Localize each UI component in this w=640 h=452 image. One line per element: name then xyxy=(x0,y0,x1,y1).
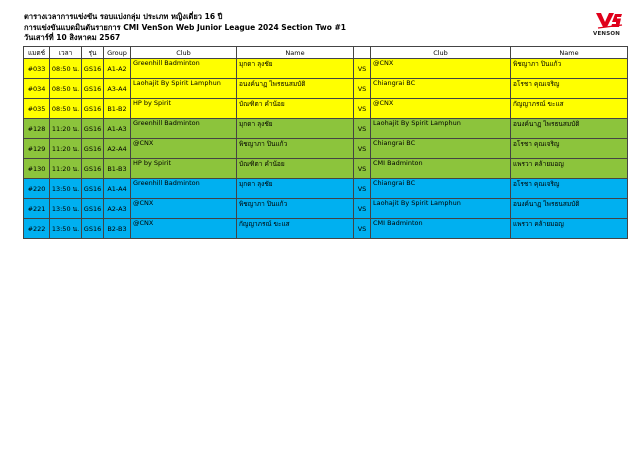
player-name-1: พิชญาภา ปินแก้ว xyxy=(237,139,354,159)
club-1: @CNX xyxy=(131,219,237,239)
match-class: GS16 xyxy=(82,159,104,179)
match-class: GS16 xyxy=(82,99,104,119)
table-row xyxy=(24,99,628,119)
col-header-name-1: Name xyxy=(237,47,354,59)
col-header-vs xyxy=(354,47,371,59)
club-1: Greenhill Badminton xyxy=(131,179,237,199)
match-group: B2-B3 xyxy=(104,219,131,239)
col-header-match: แมตช์ xyxy=(24,47,50,59)
club-2: Chiangrai BC xyxy=(371,79,511,99)
match-time: 11:20 น. xyxy=(50,119,82,139)
club-2: Chiangrai BC xyxy=(371,179,511,199)
vs-label: VS xyxy=(354,119,371,139)
match-time: 11:20 น. xyxy=(50,159,82,179)
player-name-2: อโรชา คุณเจริญ xyxy=(511,179,628,199)
vs-label: VS xyxy=(354,179,371,199)
club-1: Greenhill Badminton xyxy=(131,59,237,79)
match-number: #129 xyxy=(24,139,50,159)
player-name-1: มุกดา ลุงชัย xyxy=(237,119,354,139)
match-class: GS16 xyxy=(82,179,104,199)
col-header-name-2: Name xyxy=(511,47,628,59)
match-class: GS16 xyxy=(82,219,104,239)
match-time: 08:50 น. xyxy=(50,59,82,79)
match-group: A2-A4 xyxy=(104,139,131,159)
player-name-1: บัณฑิตา คำน้อย xyxy=(237,99,354,119)
match-time: 13:50 น. xyxy=(50,199,82,219)
player-name-1: มุกดา ลุงชัย xyxy=(237,179,354,199)
player-name-2: อโรชา คุณเจริญ xyxy=(511,139,628,159)
vs-label: VS xyxy=(354,99,371,119)
player-name-2: พิชญาภา ปินแก้ว xyxy=(511,59,628,79)
match-group: A2-A3 xyxy=(104,199,131,219)
match-number: #220 xyxy=(24,179,50,199)
player-name-2: กัญญาภรณ์ ขะแส xyxy=(511,99,628,119)
match-group: A1-A2 xyxy=(104,59,131,79)
schedule-title: ตารางเวลาการแข่งขัน รอบแบ่งกลุ่ม ประเภท หญิงเดี่ยว 16 ปี xyxy=(24,12,223,21)
club-2: Laohajit By Spirit Lamphun xyxy=(371,119,511,139)
player-name-1: พิชญาภา ปินแก้ว xyxy=(237,199,354,219)
match-time: 13:50 น. xyxy=(50,219,82,239)
table-row xyxy=(24,119,628,139)
table-row xyxy=(24,199,628,219)
match-number: #221 xyxy=(24,199,50,219)
table-row xyxy=(24,219,628,239)
club-1: HP by Spirit xyxy=(131,159,237,179)
player-name-1: กัญญาภรณ์ ขะแส xyxy=(237,219,354,239)
club-2: Chiangrai BC xyxy=(371,139,511,159)
match-group: A1-A4 xyxy=(104,179,131,199)
event-date: วันเสาร์ที่ 10 สิงหาคม 2567 xyxy=(24,33,121,42)
player-name-1: อนงค์นาฏ ไพรธนสมบัติ xyxy=(237,79,354,99)
match-class: GS16 xyxy=(82,79,104,99)
vs-label: VS xyxy=(354,219,371,239)
match-number: #035 xyxy=(24,99,50,119)
vs-label: VS xyxy=(354,139,371,159)
club-2: CMI Badminton xyxy=(371,159,511,179)
match-schedule-table xyxy=(23,46,628,239)
table-row xyxy=(24,59,628,79)
player-name-2: แพรวา คล้ายมอญ xyxy=(511,159,628,179)
player-name-2: อโรชา คุณเจริญ xyxy=(511,79,628,99)
match-class: GS16 xyxy=(82,199,104,219)
match-time: 11:20 น. xyxy=(50,139,82,159)
match-group: B1-B2 xyxy=(104,99,131,119)
col-header-club-1: Club xyxy=(131,47,237,59)
match-number: #128 xyxy=(24,119,50,139)
match-class: GS16 xyxy=(82,119,104,139)
match-group: A1-A3 xyxy=(104,119,131,139)
match-time: 08:50 น. xyxy=(50,79,82,99)
club-2: Laohajit By Spirit Lamphun xyxy=(371,199,511,219)
match-number: #033 xyxy=(24,59,50,79)
col-header-class: รุ่น xyxy=(82,47,104,59)
club-1: @CNX xyxy=(131,199,237,219)
match-number: #222 xyxy=(24,219,50,239)
venson-logo-icon xyxy=(595,11,623,29)
match-number: #130 xyxy=(24,159,50,179)
player-name-2: แพรวา คล้ายมอญ xyxy=(511,219,628,239)
match-number: #034 xyxy=(24,79,50,99)
club-1: @CNX xyxy=(131,139,237,159)
player-name-1: มุกดา ลุงชัย xyxy=(237,59,354,79)
table-row xyxy=(24,139,628,159)
club-2: CMI Badminton xyxy=(371,219,511,239)
table-row xyxy=(24,179,628,199)
vs-label: VS xyxy=(354,79,371,99)
vs-label: VS xyxy=(354,159,371,179)
match-class: GS16 xyxy=(82,139,104,159)
tournament-title: การแข่งขันแบดมินตันรายการ CMI VenSon Web Junior League 2024 Section Two #1 xyxy=(24,22,346,32)
player-name-2: อนงค์นาฏ ไพรธนสมบัติ xyxy=(511,119,628,139)
club-1: Greenhill Badminton xyxy=(131,119,237,139)
venson-logo xyxy=(593,11,627,41)
match-time: 08:50 น. xyxy=(50,99,82,119)
club-2: @CNX xyxy=(371,99,511,119)
match-time: 13:50 น. xyxy=(50,179,82,199)
vs-label: VS xyxy=(354,199,371,219)
match-class: GS16 xyxy=(82,59,104,79)
document-header xyxy=(24,12,346,44)
table-row xyxy=(24,159,628,179)
player-name-1: บัณฑิตา คำน้อย xyxy=(237,159,354,179)
vs-label: VS xyxy=(354,59,371,79)
table-row xyxy=(24,79,628,99)
col-header-club-2: Club xyxy=(371,47,511,59)
table-header-row xyxy=(24,47,628,59)
match-group: A3-A4 xyxy=(104,79,131,99)
col-header-group: Group xyxy=(104,47,131,59)
col-header-time: เวลา xyxy=(50,47,82,59)
venson-wordmark: VENSON xyxy=(593,31,621,37)
club-1: HP by Spirit xyxy=(131,99,237,119)
match-group: B1-B3 xyxy=(104,159,131,179)
match-rows xyxy=(24,59,628,239)
club-2: @CNX xyxy=(371,59,511,79)
club-1: Laohajit By Spirit Lamphun xyxy=(131,79,237,99)
player-name-2: อนงค์นาฏ ไพรธนสมบัติ xyxy=(511,199,628,219)
